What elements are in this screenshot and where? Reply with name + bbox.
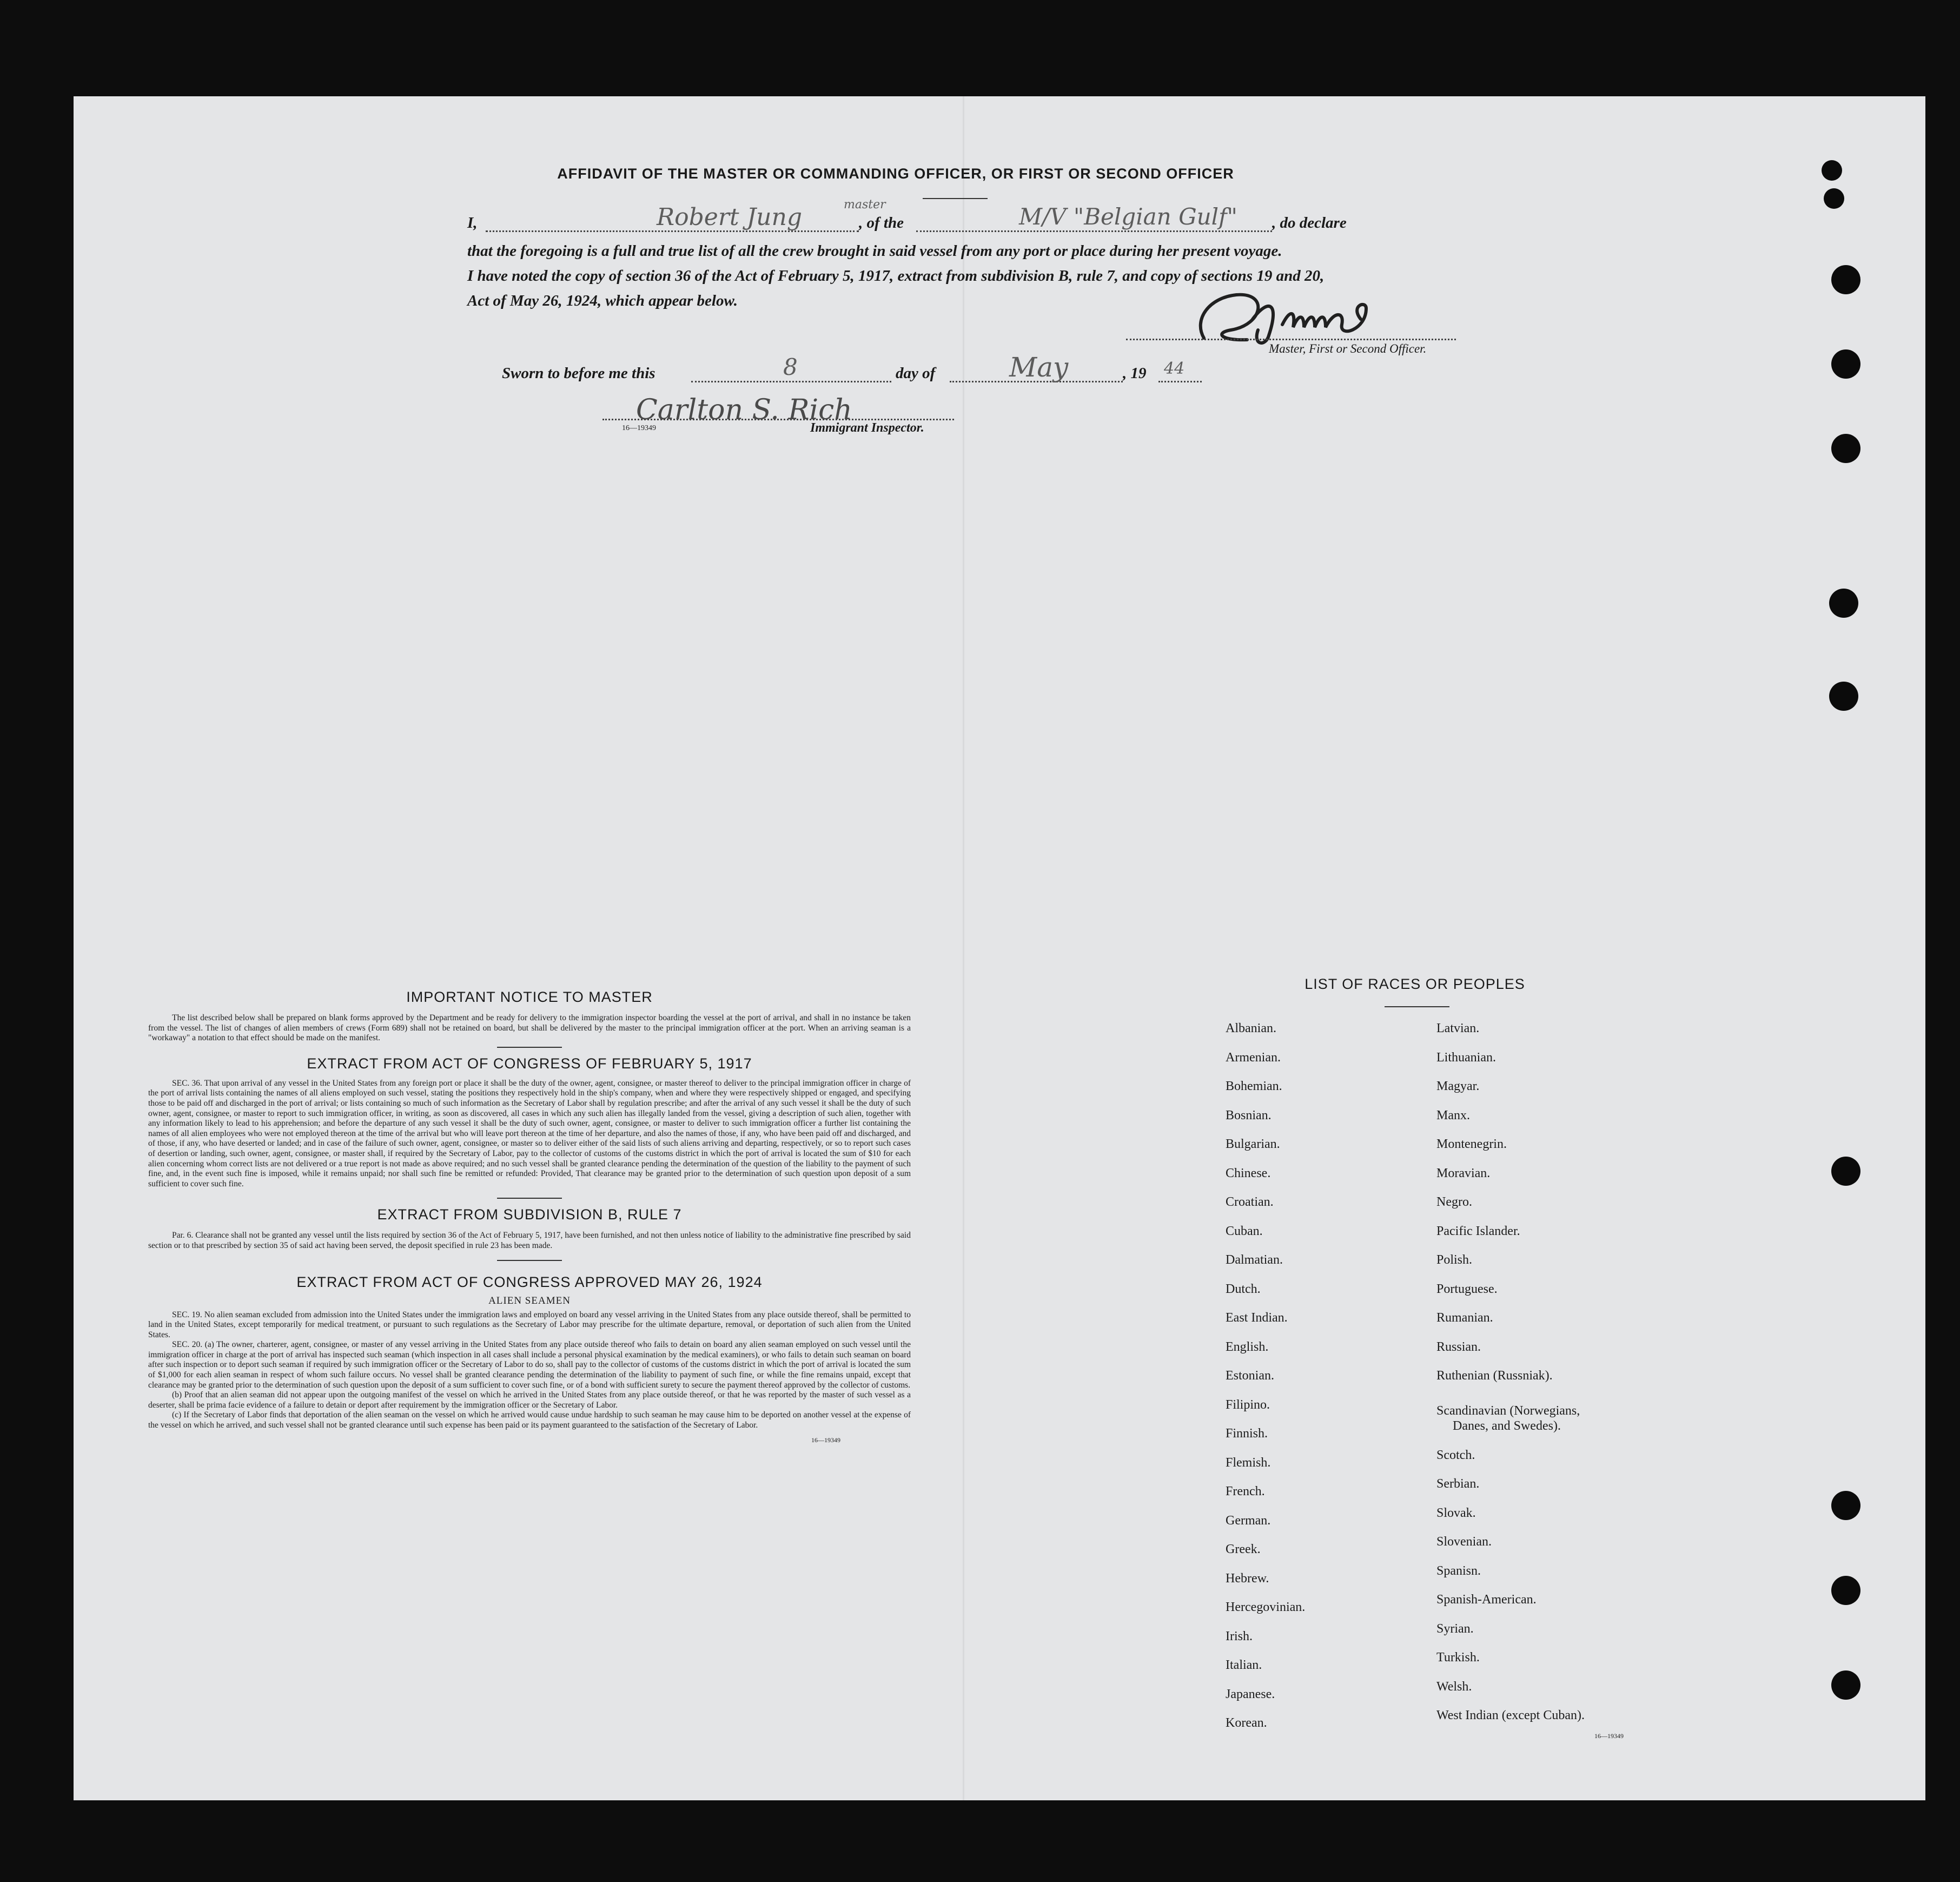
race-item: Hercegovinian. [1226,1600,1306,1614]
race-item: Croatian. [1226,1195,1274,1209]
races-title-rule [1385,1006,1449,1007]
race-item: Pacific Islander. [1436,1224,1520,1238]
master-name-handwritten: Robert Jung [657,203,803,231]
inspector-line [602,419,954,420]
inspector-signature: Carlton S. Rich [636,394,852,426]
declaration-line-3: I have noted the copy of section 36 of the Act of February 5, 1917, extract from subdivision B, rule 7, and copy of sections 19 and 20, [467,267,1325,285]
inspector-caption: Immigrant Inspector. [810,421,924,435]
race-item: Flemish. [1226,1455,1271,1470]
race-item: Manx. [1436,1108,1470,1122]
race-item: English. [1226,1339,1269,1354]
race-item: Magyar. [1436,1079,1480,1093]
year-prefix-label: , 19 [1123,365,1147,382]
declaration-line-1 [467,198,1554,237]
rank-handwritten: master [844,198,886,212]
day-of-label: day of [896,365,936,382]
race-item: Dalmatian. [1226,1253,1283,1267]
race-item: French. [1226,1484,1265,1498]
race-item: Russian. [1436,1339,1481,1354]
race-item: Latvian. [1436,1021,1480,1035]
extract-1924-title: EXTRACT FROM ACT OF CONGRESS APPROVED MAY 26, 1924 [296,1273,763,1290]
notice-paragraph: The list described below shall be prepared on blank forms approved by the Department and be ready for delivery to the immigration inspector boarding the vessel at the port of arrival, and shall in no instance be taken from the vessel. The list of changes of alien members of crews (Form 689) shall not be retained on board, but shall be delivered by the master to the principal immigration officer at the port. When an arriving seaman is a "workaway" a notation to that effect should be made on the manifest. [148,1013,911,1043]
sworn-year-handwritten: 44 [1164,359,1185,378]
race-item: East Indian. [1226,1311,1288,1325]
race-item: Estonian. [1226,1369,1274,1383]
sec-20a-paragraph: SEC. 20. (a) The owner, charterer, agent, consignee, or master of any vessel arriving in the United States from any place outside thereof who fails to detain on board any alien seaman employed on such vessel until the immigration officer in charge at the port of arrival has inspected such seaman (which inspection in all cases shall include a personal physical examination by the medical examiners), or who fails to detain such seaman on board after such inspection or to deport such seaman if required by such immigration officer or the Secretary of Labor to do so, shall pay to the collector of customs of the customs district in which the port of arrival is located the sum of $1,000 for each alien seaman in respect of whom such failure occurs. No vessel shall be granted clearance pending the determination of the liability to payment of such fine, or while the fine remains unpaid, except that clearance may be granted prior to the determination of such question upon the deposit of a sum sufficient to cover such fine, or of a bond with sufficient surety to secure the payment thereof approved by the collector of customs. [148,1340,911,1390]
race-item: Korean. [1226,1716,1267,1730]
sworn-line [502,352,1313,389]
race-item: Spanisn. [1436,1563,1481,1578]
race-item: Polish. [1436,1253,1473,1267]
vessel-field [916,230,1272,232]
affidavit-form-number: 16—19349 [622,424,656,432]
declaration-line-2: that the foregoing is a full and true list of all the crew brought in said vessel from any port or place during her present voyage. [467,242,1282,260]
race-item: West Indian (except Cuban). [1436,1708,1585,1722]
sworn-month-handwritten: May [1009,352,1069,383]
punch-hole [1831,265,1860,294]
pronoun-label: I, [467,214,478,232]
race-item: Hebrew. [1226,1571,1269,1586]
document-page [74,96,1925,1800]
extract-1924-text [148,1310,911,1431]
punch-hole [1822,160,1842,181]
race-item: Negro. [1436,1195,1472,1209]
race-item: Albanian. [1226,1021,1276,1035]
signature-line [1126,339,1456,340]
punch-hole [1829,682,1858,711]
day-field [691,381,891,382]
punch-hole [1831,1670,1860,1700]
race-item: Bosnian. [1226,1108,1272,1122]
title-rule [923,198,988,199]
race-item: German. [1226,1513,1271,1528]
divider [497,1047,562,1048]
center-fold [963,96,964,1800]
sworn-label: Sworn to before me this [502,365,655,382]
race-item: Japanese. [1226,1687,1275,1701]
race-item: Armenian. [1226,1050,1281,1065]
punch-hole [1831,434,1860,463]
race-item: Bohemian. [1226,1079,1282,1093]
sec-36-paragraph: SEC. 36. That upon arrival of any vessel in the United States from any foreign port or place it shall be the duty of the owner, agent, consignee, or master thereof to deliver to the principal immigration officer in charge of the port of arrival lists containing the names of all aliens employed on such vessel, stating the positions they respectively hold in the ship's company, when and where they were respectively shipped or engaged, and specifying those to be paid off and discharged in the port of arrival; or lists containing so much of such information as the Secretary of Labor shall by regulation prescribe; and after the arrival of any such vessel it shall be the duty of such owner, agent, consignee, or master to report to such immigration officer, in writing, as soon as discovered, all cases in which any such alien has illegally landed from the vessel, giving a description of such alien, together with any information likely to lead to his apprehension; and before the departure of any such vessel it shall be the duty of such owner, agent, consignee, or master to deliver to such immigration officer a further list containing the names of all alien employees who were not employed thereon at the time of the arrival but who will leave port thereon at the time of her departure, and also the names of those, if any, who have been paid off and discharged, and of those, if any, who have deserted or landed; and in case of the failure of such owner, agent, consignee, or master so to deliver either of the said lists of such aliens arriving and departing, respectively, or so to report such cases of desertion or landing, such owner, agent, consignee, or master shall, if required by the Secretary of Labor, pay to the collector of customs of the customs district in which the port of arrival is located the sum of $10 for each alien concerning whom correct lists are not delivered or a true report is not made as above required; and no such vessel shall be granted clearance pending the determination of the question of the liability to the payment of such fine, and, in the event such fine is imposed, while it remains unpaid; nor shall such fine be remitted or refunded: Provided, That clearance may be granted prior to the determination of such question upon deposit of a sum sufficient to cover such fine. [148,1078,911,1188]
race-item: Serbian. [1436,1477,1480,1491]
races-column-2 [1436,1021,1585,1738]
race-item: Welsh. [1436,1679,1472,1694]
notice-text [148,1013,911,1044]
race-item: Lithuanian. [1436,1050,1496,1065]
race-item-line: Scandinavian (Norwegians, [1436,1403,1580,1418]
race-item: Dutch. [1226,1282,1261,1296]
rule-7-text [148,1231,911,1251]
punch-hole [1831,349,1860,379]
races-title: LIST OF RACES OR PEOPLES [1305,976,1525,992]
race-item-line: Danes, and Swedes). [1453,1418,1561,1433]
race-item: Slovak. [1436,1505,1476,1520]
race-item: Turkish. [1436,1650,1480,1665]
race-item: Portuguese. [1436,1282,1498,1296]
punch-hole [1831,1157,1860,1186]
sworn-day-handwritten: 8 [783,354,798,380]
race-item: Bulgarian. [1226,1137,1280,1151]
signature-caption: Master, First or Second Officer. [1269,342,1427,355]
race-item: Greek. [1226,1542,1261,1556]
races-column-1 [1226,1021,1305,1745]
race-item: Chinese. [1226,1166,1271,1180]
alien-seamen-subtitle: ALIEN SEAMEN [488,1295,571,1306]
race-item: Irish. [1226,1629,1253,1643]
do-declare-label: , do declare [1272,214,1347,232]
rule-7-title: EXTRACT FROM SUBDIVISION B, RULE 7 [377,1206,682,1223]
divider [497,1198,562,1199]
extract-form-number: 16—19349 [811,1436,840,1444]
punch-hole [1824,188,1844,209]
punch-hole [1829,589,1858,618]
race-item: Syrian. [1436,1621,1474,1636]
extract-1917-text [148,1079,911,1190]
race-item: Filipino. [1226,1397,1270,1412]
year-field [1158,381,1202,382]
par-6-paragraph: Par. 6. Clearance shall not be granted any vessel until the lists required by section 36 of the Act of February 5, 1917, have been furnished, and not then unless notice of liability to the administrative fine prescribed by said section or to that prescribed by section 35 of said act having been served, the deposit specified in rule 23 has been made. [148,1231,911,1250]
declaration-line-4: Act of May 26, 1924, which appear below. [467,292,738,309]
of-the-label: , of the [859,214,904,232]
race-item: Ruthenian (Russniak). [1436,1369,1553,1383]
race-item: Cuban. [1226,1224,1263,1238]
race-item [1436,1398,1585,1448]
affidavit-title: AFFIDAVIT OF THE MASTER OR COMMANDING OFFICER, OR FIRST OR SECOND OFFICER [557,166,1234,182]
sec-20b-paragraph: (b) Proof that an alien seaman did not appear upon the outgoing manifest of the vessel on which he arrived in the United States from any place outside thereof, or that he was reported by the master of such vessel as a deserter, shall be prima facie evidence of a failure to detain or deport after requirement by the immigration officer or the Secretary of Labor. [148,1390,911,1410]
notice-section [148,989,911,1444]
race-item: Slovenian. [1436,1535,1492,1549]
punch-hole [1831,1576,1860,1605]
race-item: Scotch. [1436,1448,1475,1462]
sec-20c-paragraph: (c) If the Secretary of Labor finds that deportation of the alien seaman on the vessel on which he arrived would cause undue hardship to such seaman he may cause him to be deported on another vessel at the expense of the vessel on which he arrived, and such vessel shall not be granted clearance until such expense has been paid or its payment guaranteed to the satisfaction of the Secretary of Labor. [148,1410,911,1430]
races-form-number: 16—19349 [1594,1732,1624,1740]
race-item: Moravian. [1436,1166,1491,1180]
race-item: Spanish-American. [1436,1593,1537,1607]
race-item: Italian. [1226,1658,1262,1672]
race-item: Rumanian. [1436,1311,1493,1325]
vessel-name-handwritten: M/V "Belgian Gulf" [1019,203,1237,230]
divider [497,1260,562,1261]
punch-hole [1831,1491,1860,1520]
extract-1917-title: EXTRACT FROM ACT OF CONGRESS OF FEBRUARY 5, 1917 [307,1055,752,1072]
sec-19-paragraph: SEC. 19. No alien seaman excluded from admission into the United States under the immigration laws and employed on board any vessel arriving in the United States from any place outside thereof, shall be permitted to land in the United States, except temporarily for medical treatment, or pursuant to such regulations as the Secretary of Labor may prescribe for the ultimate departure, removal, or deportation of such alien from the United States. [148,1310,911,1339]
race-item: Montenegrin. [1436,1137,1507,1151]
notice-title: IMPORTANT NOTICE TO MASTER [406,989,653,1005]
race-item: Finnish. [1226,1427,1268,1441]
